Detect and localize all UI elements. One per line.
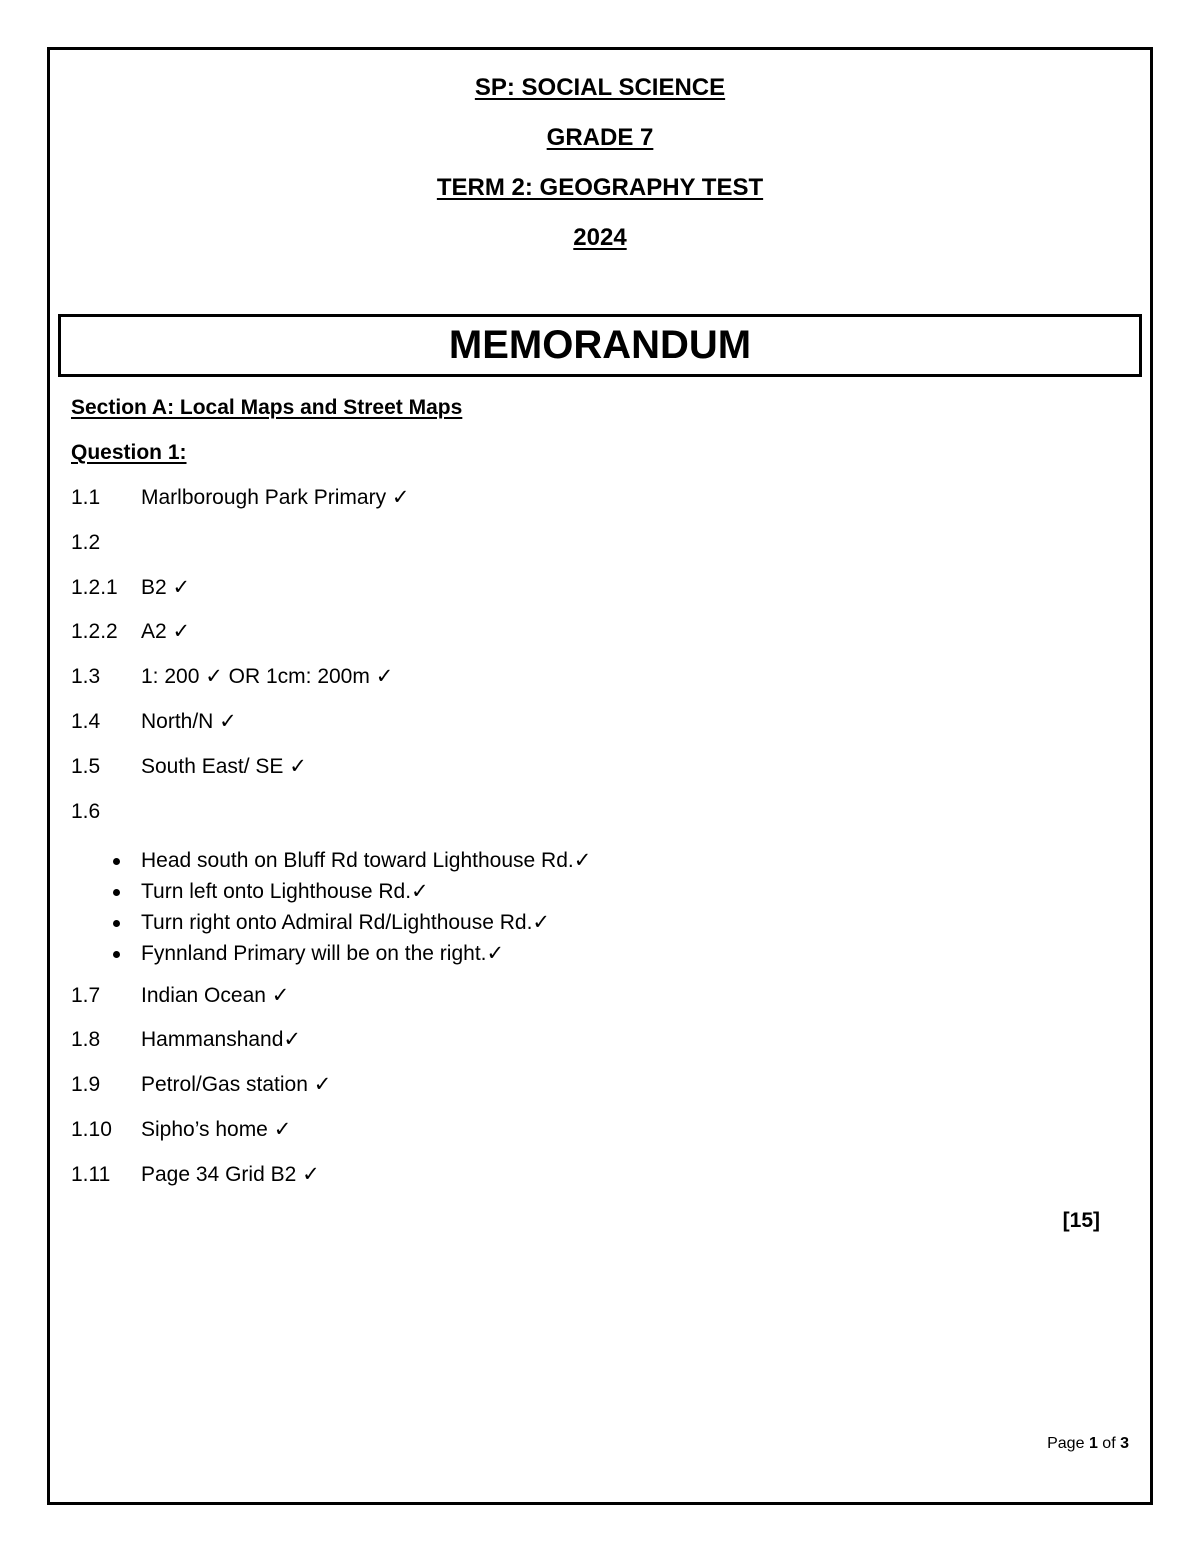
answer-row — [71, 709, 237, 735]
list-item — [141, 845, 591, 876]
page-of-label: of — [1102, 1435, 1116, 1452]
bullet-icon — [113, 920, 120, 927]
answer-text: Hammanshand✓ — [141, 1028, 302, 1051]
direction-text: Head south on Bluff Rd toward Lighthouse Rd.✓ — [141, 849, 592, 872]
answer-text: Sipho’s home ✓ — [141, 1118, 292, 1141]
answer-text: Petrol/Gas station ✓ — [141, 1073, 332, 1096]
answer-number: 1.9 — [71, 1073, 101, 1096]
list-item — [141, 938, 591, 969]
answer-row — [71, 983, 289, 1009]
answer-row — [71, 1162, 320, 1188]
answer-row — [71, 799, 141, 825]
answer-number: 1.2.1 — [71, 576, 118, 599]
bullet-icon — [113, 951, 120, 958]
answer-number: 1.8 — [71, 1028, 101, 1051]
page-total: 3 — [1120, 1435, 1129, 1452]
total-marks: [15] — [1062, 1209, 1100, 1232]
section-heading: Section A: Local Maps and Street Maps — [71, 396, 463, 419]
page-current: 1 — [1088, 1435, 1098, 1452]
answer-text: 1: 200 ✓ OR 1cm: 200m ✓ — [141, 665, 394, 688]
answer-number: 1.2.2 — [71, 620, 118, 643]
direction-text: Turn right onto Admiral Rd/Lighthouse Rd.✓ — [141, 911, 551, 934]
subject-title: SP: SOCIAL SCIENCE — [474, 74, 726, 101]
answer-number: 1.5 — [71, 755, 101, 778]
answer-text: Page 34 Grid B2 ✓ — [141, 1163, 320, 1186]
list-item — [141, 907, 591, 938]
answer-text: North/N ✓ — [141, 710, 237, 733]
direction-text: Fynnland Primary will be on the right.✓ — [141, 942, 505, 965]
grade-title: GRADE 7 — [546, 124, 654, 151]
answer-row — [71, 1072, 331, 1098]
answer-number: 1.7 — [71, 984, 101, 1007]
direction-text: Turn left onto Lighthouse Rd.✓ — [141, 880, 429, 903]
answer-number: 1.4 — [71, 710, 101, 733]
answer-text: Indian Ocean ✓ — [141, 984, 290, 1007]
bullet-icon — [113, 889, 120, 896]
answer-row — [71, 485, 410, 511]
test-title: TERM 2: GEOGRAPHY TEST — [436, 174, 764, 201]
answer-row — [71, 754, 307, 780]
year-title: 2024 — [573, 224, 627, 251]
answer-row — [71, 664, 393, 690]
answer-text: Marlborough Park Primary ✓ — [141, 486, 410, 509]
directions-list — [141, 845, 591, 969]
answer-row — [71, 1027, 301, 1053]
answer-number: 1.2 — [71, 531, 101, 554]
memorandum-banner: MEMORANDUM — [58, 314, 1142, 377]
page-label: Page — [1047, 1435, 1085, 1452]
answer-text: B2 ✓ — [141, 576, 191, 599]
question-heading: Question 1: — [71, 441, 187, 464]
answer-row — [71, 619, 190, 645]
answer-number: 1.6 — [71, 800, 101, 823]
answer-text: South East/ SE ✓ — [141, 755, 307, 778]
answer-row — [71, 530, 141, 556]
answer-number: 1.10 — [71, 1118, 112, 1141]
answer-number: 1.1 — [71, 486, 101, 509]
page-number — [1047, 1433, 1129, 1455]
answer-row — [71, 575, 190, 601]
answer-number: 1.3 — [71, 665, 101, 688]
list-item — [141, 876, 591, 907]
answer-number: 1.11 — [71, 1163, 111, 1186]
bullet-icon — [113, 858, 120, 865]
answer-row — [71, 1117, 291, 1143]
answer-text: A2 ✓ — [141, 620, 191, 643]
